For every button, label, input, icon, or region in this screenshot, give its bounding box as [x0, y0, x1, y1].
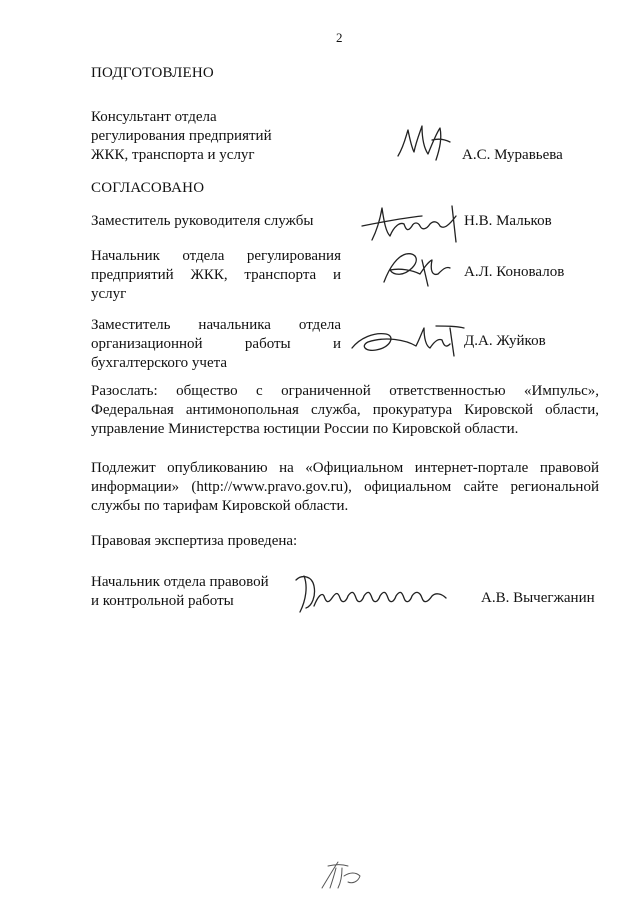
page-number: 2: [336, 30, 343, 45]
prepared-position: [91, 108, 341, 165]
name-zhuikov: Д.А. Жуйков: [464, 333, 546, 349]
prepared-heading: ПОДГОТОВЛЕНО: [91, 65, 214, 81]
distribution-paragraph: Разослать: общество с ограниченной ответственностью «Импульс», Федеральная антимонопольная служба, прокуратура Кировской области, управление Министерства юстиции России по Кировской области.: [91, 383, 599, 437]
name-muravieva: А.С. Муравьева: [462, 147, 563, 163]
position-line: регулирования предприятий: [91, 128, 272, 144]
signature-konovalov: [376, 246, 456, 290]
position-line: Заместитель начальника отдела: [91, 317, 341, 333]
position-line: и контрольной работы: [91, 593, 234, 609]
agreed-position-2: [91, 247, 341, 304]
publication-paragraph: Подлежит опубликованию на «Официальном интернет-портале правовой информации» (http://www.pravo.gov.ru), официальном сайте региональной службы по тарифам Кировской области.: [91, 460, 599, 514]
name-konovalov: А.Л. Коновалов: [464, 264, 565, 280]
position-line: организационной работы и: [91, 336, 341, 352]
agreed-position-3: [91, 316, 341, 373]
agreed-position-1: Заместитель руководителя службы: [91, 213, 314, 229]
position-line: ЖКК, транспорта и услуг: [91, 147, 255, 163]
position-line: Начальник отдела регулирования: [91, 248, 341, 264]
signature-zhuikov: [346, 318, 468, 362]
position-line: Начальник отдела правовой: [91, 574, 269, 590]
signature-malkov: [352, 196, 464, 250]
name-vychegzhanin: А.В. Вычегжанин: [481, 590, 595, 606]
signature-muravieva: [392, 118, 454, 168]
signature-vychegzhanin: [290, 566, 458, 616]
position-line: бухгалтерского учета: [91, 355, 228, 371]
position-line: предприятий ЖКК, транспорта и: [91, 267, 341, 283]
initials-mark: [318, 856, 368, 892]
name-malkov: Н.В. Мальков: [464, 213, 552, 229]
position-line: услуг: [91, 286, 127, 302]
position-line: Консультант отдела: [91, 109, 217, 125]
legal-review-text: Правовая экспертиза проведена:: [91, 533, 298, 549]
agreed-heading: СОГЛАСОВАНО: [91, 180, 205, 196]
